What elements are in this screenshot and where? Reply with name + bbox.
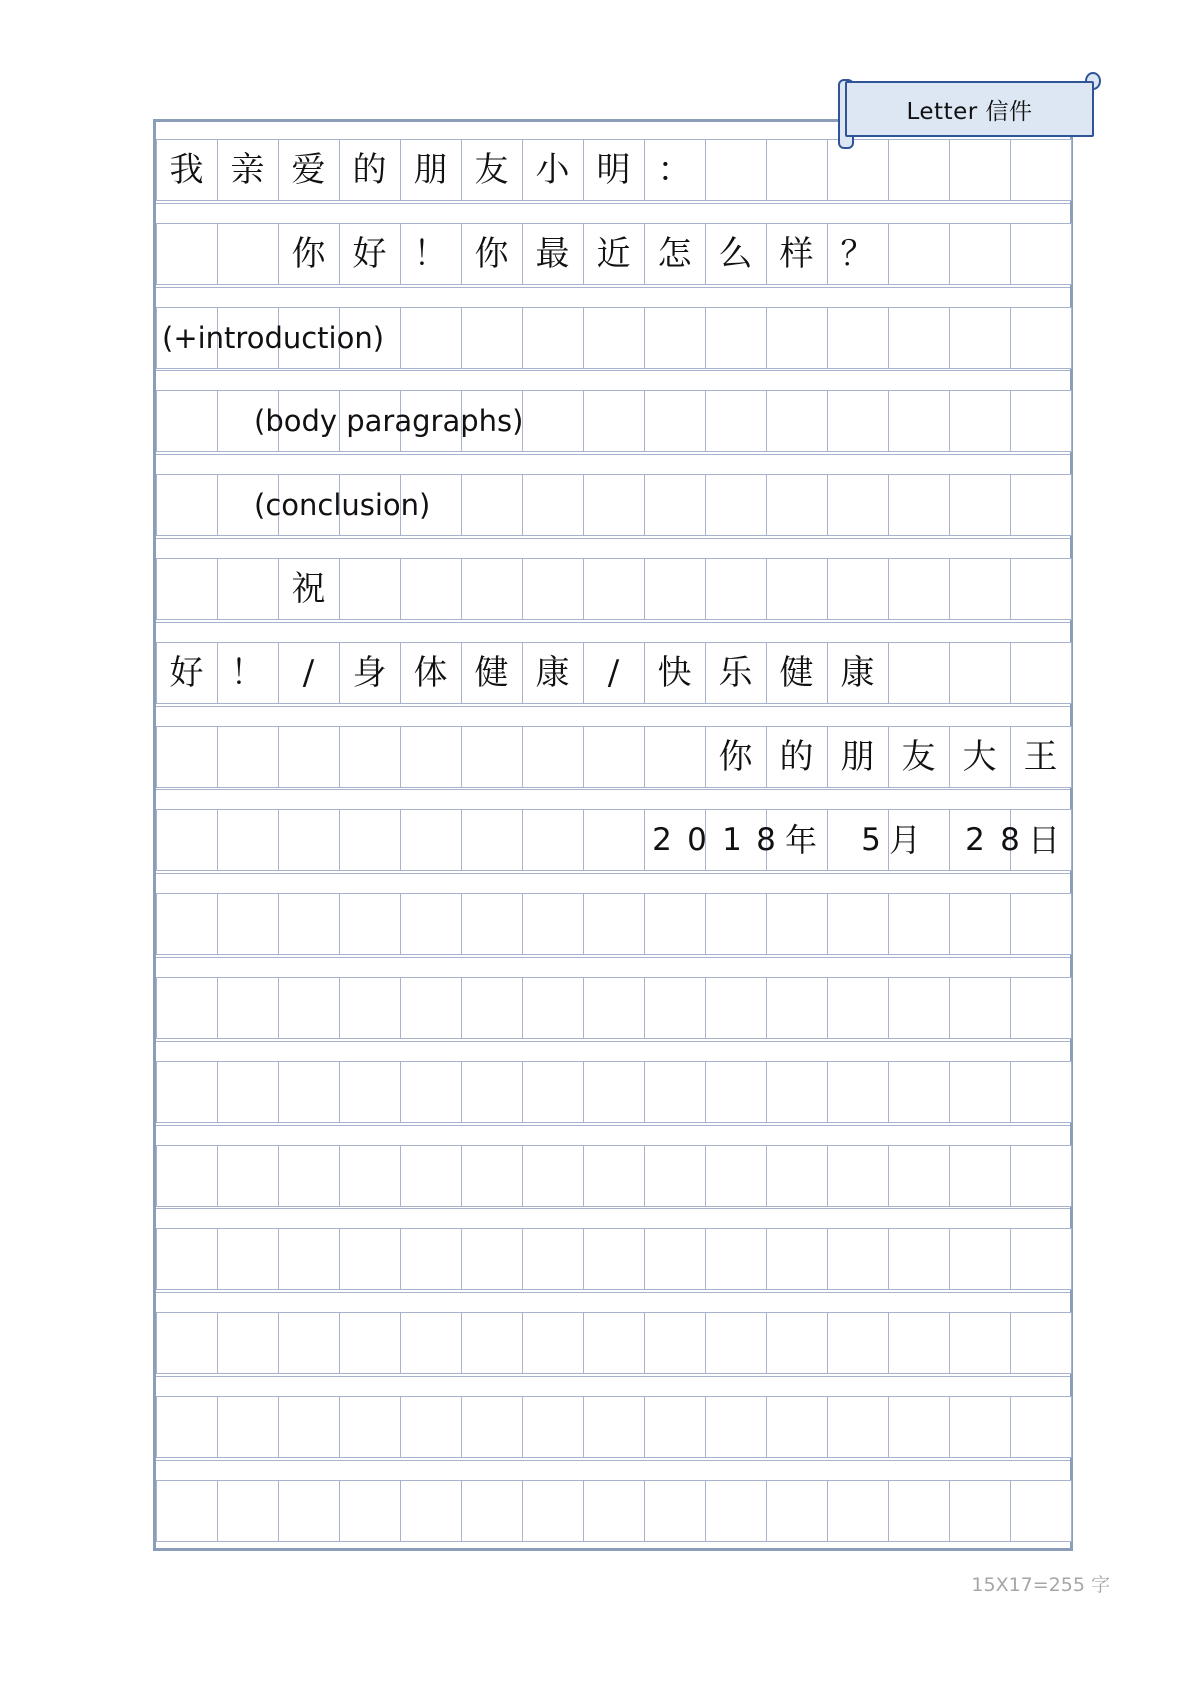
grid-cell: [400, 726, 462, 788]
grid-cell: [888, 139, 950, 201]
grid-cell: [644, 1145, 706, 1207]
grid-cell: [217, 1480, 279, 1542]
grid-cell: [949, 390, 1011, 452]
grid-cell: [339, 1145, 401, 1207]
character-glyph: ！: [230, 653, 265, 693]
grid-cell: [888, 893, 950, 955]
grid-cell: [278, 1061, 340, 1123]
grid-cell: [1010, 1228, 1072, 1290]
grid-cell: [583, 1228, 645, 1290]
grid-cell: [705, 977, 767, 1039]
grid-cell: [949, 1396, 1011, 1458]
grid-cell: [522, 1061, 584, 1123]
grid-cell: [949, 642, 1011, 704]
grid-cell: [644, 558, 706, 620]
grid-cell: [156, 726, 218, 788]
character-glyph: 样: [779, 234, 814, 274]
grid-cell: [766, 1312, 828, 1374]
grid-cell: [766, 893, 828, 955]
grid-cell: [278, 1145, 340, 1207]
grid-cell: [583, 307, 645, 369]
grid-cell: [644, 390, 706, 452]
row-spacer-line: [156, 538, 1070, 539]
character-glyph: 康: [535, 653, 570, 693]
grid-cell: [339, 1228, 401, 1290]
row-spacer-line: [156, 957, 1070, 958]
grid-cell: [400, 893, 462, 955]
grid-cell: [461, 1061, 523, 1123]
grid-cell: [339, 809, 401, 871]
grid-cell: [156, 1312, 218, 1374]
date-glyph: 2: [652, 822, 672, 858]
grid-cell: [400, 1312, 462, 1374]
grid-cell: [217, 1312, 279, 1374]
grid-cell: [583, 1312, 645, 1374]
character-glyph: 体: [413, 653, 448, 693]
grid-cell: [644, 1061, 706, 1123]
row-spacer-line: [156, 1041, 1070, 1042]
grid-cell: [217, 1228, 279, 1290]
grid-cell: [400, 558, 462, 620]
character-glyph: 明: [596, 150, 631, 190]
character-glyph: 快: [657, 653, 692, 693]
grid-cell: [705, 1396, 767, 1458]
grid-cell: [156, 809, 218, 871]
character-glyph: 你: [291, 234, 326, 274]
grid-cell: [888, 642, 950, 704]
grid-cell: [766, 139, 828, 201]
grid-cell: [278, 809, 340, 871]
grid-cell: [217, 893, 279, 955]
character-glyph: /: [302, 653, 315, 693]
date-glyph: 2: [965, 822, 985, 858]
character-glyph: 怎: [657, 234, 692, 274]
character-glyph: ？: [840, 234, 875, 274]
character-glyph: ：: [657, 150, 692, 190]
grid-cell: [827, 1480, 889, 1542]
grid-cell: [705, 1145, 767, 1207]
grid-cell: [888, 307, 950, 369]
grid-cell: [339, 726, 401, 788]
grid-cell: [705, 307, 767, 369]
date-glyph: 月: [888, 821, 921, 859]
grid-cell: [949, 1228, 1011, 1290]
grid-cell: [217, 558, 279, 620]
grid-cell: [522, 1228, 584, 1290]
character-glyph: 好: [169, 653, 204, 693]
grid-cell: [949, 893, 1011, 955]
grid-cell: [827, 474, 889, 536]
grid-cell: [1010, 223, 1072, 285]
date-glyph: 0: [687, 822, 707, 858]
date-glyph: 8: [756, 822, 776, 858]
grid-cell: [1010, 139, 1072, 201]
character-glyph: 大: [962, 737, 997, 777]
character-glyph: 你: [718, 737, 753, 777]
grid-cell: [156, 474, 218, 536]
grid-cell: [1010, 1061, 1072, 1123]
letter-title-tab: [845, 81, 1094, 137]
grid-cell: [766, 390, 828, 452]
grid-cell: [1010, 558, 1072, 620]
grid-cell: [156, 893, 218, 955]
grid-cell: [827, 307, 889, 369]
letter-title-label: Letter 信件: [906, 98, 1033, 125]
grid-cell: [583, 977, 645, 1039]
grid-cell: [766, 1061, 828, 1123]
grid-cell: [644, 307, 706, 369]
grid-cell: [766, 977, 828, 1039]
grid-cell: [583, 1061, 645, 1123]
grid-cell: [1010, 977, 1072, 1039]
grid-cell: [644, 1396, 706, 1458]
grid-cell: [705, 474, 767, 536]
grid-cell: [644, 474, 706, 536]
grid-cell: [278, 726, 340, 788]
row-spacer-line: [156, 203, 1070, 204]
row-spacer-line: [156, 789, 1070, 790]
grid-cell: [888, 390, 950, 452]
placeholder-text: (conclusion): [254, 488, 431, 522]
grid-cell: [766, 1228, 828, 1290]
grid-cell: [522, 977, 584, 1039]
character-glyph: 好: [352, 234, 387, 274]
grid-cell: [156, 558, 218, 620]
grid-cell: [156, 977, 218, 1039]
grid-cell: [949, 307, 1011, 369]
row-spacer-line: [156, 622, 1070, 623]
row-spacer-line: [156, 1208, 1070, 1209]
grid-cell: [156, 1480, 218, 1542]
grid-cell: [217, 726, 279, 788]
grid-cell: [339, 558, 401, 620]
grid-cell: [705, 390, 767, 452]
grid-cell: [400, 1396, 462, 1458]
grid-cell: [339, 1396, 401, 1458]
grid-cell: [949, 1145, 1011, 1207]
grid-cell: [583, 1480, 645, 1542]
grid-cell: [461, 1228, 523, 1290]
grid-cell: [583, 558, 645, 620]
grid-cell: [583, 1145, 645, 1207]
character-glyph: 近: [596, 234, 631, 274]
grid-cell: [522, 1396, 584, 1458]
date-glyph: 日: [1027, 821, 1060, 859]
grid-cell: [827, 390, 889, 452]
grid-cell: [1010, 307, 1072, 369]
grid-cell: [1010, 390, 1072, 452]
grid-cell: [766, 1396, 828, 1458]
placeholder-text: (+introduction): [162, 321, 385, 355]
grid-cell: [461, 726, 523, 788]
row-spacer-line: [156, 1292, 1070, 1293]
grid-cell: [461, 893, 523, 955]
grid-cell: [827, 1396, 889, 1458]
grid-cell: [522, 390, 584, 452]
grid-cell: [644, 1480, 706, 1542]
grid-cell: [827, 893, 889, 955]
row-spacer-line: [156, 370, 1070, 371]
grid-cell: [278, 1312, 340, 1374]
character-glyph: 友: [901, 737, 936, 777]
grid-cell: [705, 1480, 767, 1542]
grid-cell: [217, 977, 279, 1039]
date-glyph: 1: [722, 822, 742, 858]
grid-cell: [949, 558, 1011, 620]
grid-cell: [400, 1228, 462, 1290]
grid-cell: [522, 726, 584, 788]
grid-cell: [217, 809, 279, 871]
grid-cell: [949, 1061, 1011, 1123]
grid-cell: [644, 977, 706, 1039]
character-glyph: 身: [352, 653, 387, 693]
grid-cell: [888, 1228, 950, 1290]
grid-cell: [1010, 1480, 1072, 1542]
grid-cell: [1010, 893, 1072, 955]
character-glyph: 王: [1023, 737, 1058, 777]
grid-cell: [949, 1312, 1011, 1374]
grid-cell: [583, 474, 645, 536]
character-glyph: 爱: [291, 150, 326, 190]
grid-cell: [949, 474, 1011, 536]
character-glyph: 最: [535, 234, 570, 274]
grid-cell: [461, 1480, 523, 1542]
grid-cell: [461, 809, 523, 871]
grid-cell: [827, 139, 889, 201]
grid-cell: [1010, 642, 1072, 704]
grid-cell: [217, 1061, 279, 1123]
row-spacer-line: [156, 706, 1070, 707]
grid-cell: [400, 809, 462, 871]
grid-cell: [827, 1145, 889, 1207]
grid-cell: [461, 1312, 523, 1374]
character-glyph: 健: [474, 653, 509, 693]
grid-cell: [400, 1480, 462, 1542]
row-spacer-line: [156, 454, 1070, 455]
grid-cell: [949, 139, 1011, 201]
grid-cell: [888, 1396, 950, 1458]
grid-cell: [766, 1145, 828, 1207]
grid-cell: [400, 977, 462, 1039]
grid-cell: [339, 893, 401, 955]
grid-cell: [644, 1312, 706, 1374]
grid-cell: [705, 893, 767, 955]
grid-cell: [339, 1312, 401, 1374]
character-glyph: 友: [474, 150, 509, 190]
grid-cell: [827, 558, 889, 620]
grid-cell: [461, 1396, 523, 1458]
grid-cell: [949, 977, 1011, 1039]
grid-cell: [644, 726, 706, 788]
grid-cell: [949, 1480, 1011, 1542]
grid-cell: [522, 1480, 584, 1542]
row-spacer-line: [156, 287, 1070, 288]
grid-cell: [339, 977, 401, 1039]
character-glyph: 康: [840, 653, 875, 693]
grid-cell: [766, 1480, 828, 1542]
grid-cell: [461, 307, 523, 369]
grid-cell: [888, 558, 950, 620]
grid-cell: [156, 223, 218, 285]
grid-cell: [339, 1480, 401, 1542]
grid-cell: [278, 1396, 340, 1458]
grid-cell: [583, 390, 645, 452]
grid-cell: [461, 1145, 523, 1207]
grid-cell: [583, 809, 645, 871]
grid-cell: [278, 977, 340, 1039]
character-glyph: 你: [474, 234, 509, 274]
grid-cell: [522, 558, 584, 620]
grid-cell: [217, 1396, 279, 1458]
grid-cell: [339, 1061, 401, 1123]
grid-cell: [217, 1145, 279, 1207]
character-glyph: 健: [779, 653, 814, 693]
grid-cell: [888, 1145, 950, 1207]
grid-cell: [278, 893, 340, 955]
grid-cell: [400, 307, 462, 369]
grid-cell: [400, 1061, 462, 1123]
grid-cell: [583, 893, 645, 955]
grid-cell: [827, 1228, 889, 1290]
row-spacer-line: [156, 1125, 1070, 1126]
grid-cell: [705, 1061, 767, 1123]
character-glyph: ！: [413, 234, 448, 274]
grid-cell: [705, 139, 767, 201]
grid-cell: [156, 390, 218, 452]
grid-cell: [827, 1312, 889, 1374]
grid-cell: [705, 558, 767, 620]
grid-cell: [156, 1145, 218, 1207]
grid-cell: [278, 1480, 340, 1542]
character-glyph: 么: [718, 234, 753, 274]
grid-cell: [888, 1061, 950, 1123]
grid-cell: [766, 307, 828, 369]
row-spacer-line: [156, 1376, 1070, 1377]
grid-cell: [705, 1312, 767, 1374]
grid-cell: [522, 1312, 584, 1374]
character-glyph: 的: [352, 150, 387, 190]
placeholder-text: (body paragraphs): [254, 404, 524, 438]
grid-cell: [461, 977, 523, 1039]
grid-cell: [1010, 474, 1072, 536]
grid-capacity-note: 15X17=255 字: [971, 1574, 1110, 1596]
row-spacer-line: [156, 1460, 1070, 1461]
grid-cell: [522, 1145, 584, 1207]
character-glyph: 的: [779, 737, 814, 777]
grid-cell: [888, 977, 950, 1039]
grid-cell: [522, 474, 584, 536]
grid-cell: [522, 893, 584, 955]
grid-cell: [278, 1228, 340, 1290]
grid-cell: [949, 223, 1011, 285]
grid-cell: [461, 558, 523, 620]
grid-cell: [644, 1228, 706, 1290]
grid-cell: [766, 558, 828, 620]
character-glyph: 朋: [840, 737, 875, 777]
character-glyph: 乐: [718, 653, 753, 693]
grid-cell: [888, 1480, 950, 1542]
character-glyph: 亲: [230, 150, 265, 190]
character-glyph: 祝: [291, 569, 326, 609]
grid-cell: [522, 809, 584, 871]
character-glyph: 朋: [413, 150, 448, 190]
grid-cell: [888, 474, 950, 536]
grid-cell: [766, 474, 828, 536]
date-glyph: 8: [1000, 822, 1020, 858]
grid-cell: [217, 223, 279, 285]
grid-cell: [1010, 1312, 1072, 1374]
grid-cell: [827, 1061, 889, 1123]
grid-cell: [156, 1061, 218, 1123]
grid-cell: [827, 977, 889, 1039]
character-glyph: /: [607, 653, 620, 693]
date-glyph: 年: [784, 821, 817, 859]
grid-cell: [644, 893, 706, 955]
grid-cell: [1010, 1396, 1072, 1458]
grid-cell: [522, 307, 584, 369]
character-glyph: 我: [169, 150, 204, 190]
grid-cell: [888, 1312, 950, 1374]
grid-cell: [156, 1228, 218, 1290]
date-glyph: 5: [861, 822, 881, 858]
character-glyph: 小: [535, 150, 570, 190]
grid-cell: [400, 1145, 462, 1207]
grid-cell: [461, 474, 523, 536]
grid-cell: [1010, 1145, 1072, 1207]
grid-cell: [156, 1396, 218, 1458]
grid-cell: [705, 1228, 767, 1290]
row-spacer-line: [156, 873, 1070, 874]
grid-cell: [583, 1396, 645, 1458]
grid-cell: [888, 223, 950, 285]
grid-cell: [583, 726, 645, 788]
